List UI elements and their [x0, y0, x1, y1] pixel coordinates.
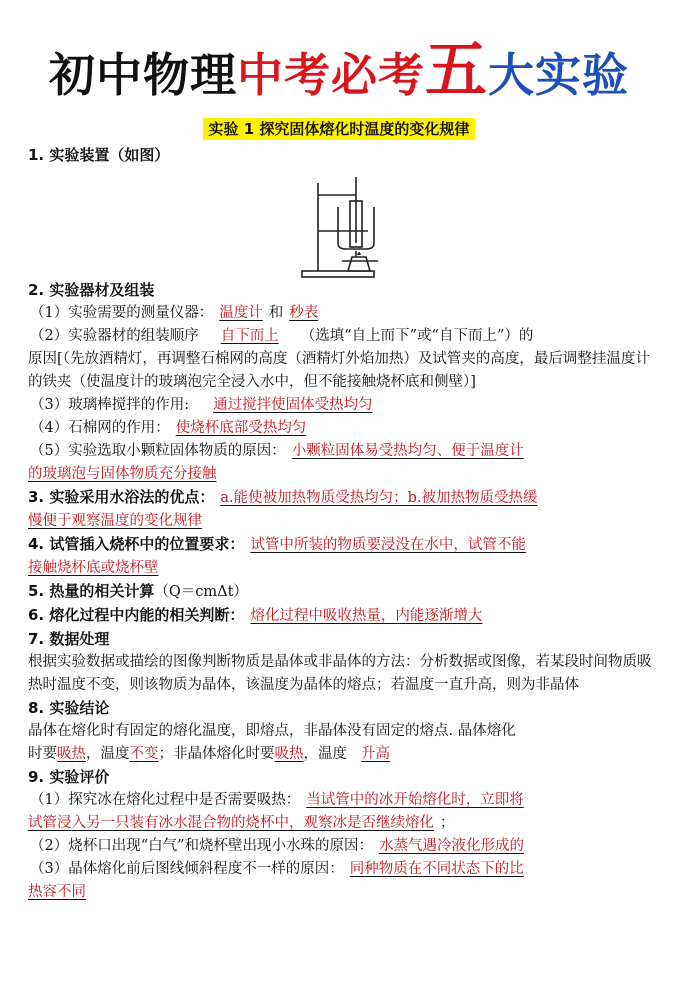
s2-q3: （3）玻璃棒搅拌的作用: 通过搅拌使固体受热均匀 [28, 394, 656, 417]
s9-q2: （2）烧杯口出现“白气”和烧杯壁出现小水珠的原因： 水蒸气遇冷液化形成的 [28, 835, 656, 858]
answer-small-particles-2: 的玻璃泡与固体物质充分接触 [28, 466, 217, 482]
answer-slope-2: 热容不同 [28, 884, 86, 900]
answer-slope-1: 同种物质在不同状态下的比 [349, 861, 524, 877]
answer-stirring: 通过搅拌使固体受热均匀 [213, 397, 373, 413]
section-8-heading: 8. 实验结论 [28, 699, 110, 717]
section-2-heading: 2. 实验器材及组装 [28, 281, 155, 299]
s2-q1: （1）实验需要的测量仪器： 温度计 和 秒表 [28, 302, 656, 325]
page-title [0, 33, 678, 106]
title-part-4: 大实验 [488, 48, 629, 102]
section-9-heading: 9. 实验评价 [28, 768, 110, 786]
answer-thermometer: 温度计 [219, 305, 263, 321]
answer-gauze: 使烧杯底部受热均匀 [175, 420, 307, 436]
section-8-body: 晶体在熔化时有固定的熔化温度，即熔点，非晶体没有固定的熔点. 晶体熔化 [28, 723, 516, 739]
section-3 [28, 486, 656, 510]
s2-q2: （2）实验器材的组装顺序 自下而上 （选填“自上而下”或“自下而上”）的 [30, 328, 534, 344]
answer-tube-position-1: 试管中所装的物质要浸没在水中，试管不能 [250, 537, 526, 553]
s9-q3-cont [28, 881, 656, 904]
section-4-cont [28, 557, 656, 580]
section-6-heading: 6. 熔化过程中内能的相关判断： [28, 606, 245, 624]
s9-q1-cont: 试管浸入另一只装有冰水混合物的烧杯中，观察冰是否继续熔化 ； [28, 815, 455, 831]
apparatus-figure [28, 167, 656, 279]
section-3-cont [28, 510, 656, 533]
s9-q1: （1）探究冰在熔化过程中是否需要吸热： 当试管中的冰开始熔化时，立即将 [28, 789, 656, 812]
title-part-3: 五 [424, 33, 488, 106]
section-6 [28, 604, 656, 628]
document-body [28, 144, 656, 904]
section-4-heading: 4. 试管插入烧杯中的位置要求： [28, 535, 245, 553]
experiment-subtitle: 实验 1 探究固体熔化时温度的变化规律 [203, 118, 476, 140]
section-8-blanks: 时要吸热，温度不变；非晶体熔化时要吸热，温度 升高 [28, 743, 656, 766]
heat-formula: （Q＝cmΔt） [154, 584, 248, 600]
section-7-body: 根据实验数据或描绘的图像判断物质是晶体或非晶体的方法：分析数据或图像，若某段时间物质吸热时温度不变，则该物质为晶体，该温度为晶体的熔点；若温度一直升高，则为非晶体 [28, 654, 652, 693]
answer-water-bath-1: a.能使被加热物质受热均匀；b.被加热物质受热缓 [220, 490, 538, 506]
title-part-1: 初中物理 [48, 48, 237, 102]
apparatus-diagram [298, 173, 398, 281]
answer-noncrystal-absorb: 吸热 [274, 746, 304, 762]
section-1-heading: 1. 实验装置（如图） [28, 146, 170, 164]
s2-q5: （5）实验选取小颗粒固体物质的原因： 小颗粒固体易受热均匀、便于温度计 [28, 440, 656, 463]
answer-crystal-absorb: 吸热 [57, 746, 86, 762]
s2-q5-cont [28, 463, 656, 486]
answer-internal-energy: 熔化过程中吸收热量，内能逐渐增大 [250, 608, 483, 624]
answer-ice-melting-1: 当试管中的冰开始熔化时，立即将 [306, 792, 524, 808]
section-4 [28, 533, 656, 557]
flame-icon [357, 252, 361, 255]
answer-stopwatch: 秒表 [289, 305, 319, 321]
answer-noncrystal-temp: 升高 [361, 746, 390, 762]
answer-ice-melting-2: 试管浸入另一只装有冰水混合物的烧杯中，观察冰是否继续熔化 [28, 815, 434, 831]
s2-q4: （4）石棉网的作用： 使烧杯底部受热均匀 [28, 417, 656, 440]
answer-tube-position-2: 接触烧杯底或烧杯壁 [28, 560, 159, 576]
section-5 [28, 580, 656, 604]
answer-white-gas: 水蒸气遇冷液化形成的 [379, 838, 525, 854]
section-5-heading: 5. 热量的相关计算 [28, 582, 155, 600]
s9-q3: （3）晶体熔化前后图线倾斜程度不一样的原因： 同种物质在不同状态下的比 [28, 858, 656, 881]
answer-water-bath-2: 慢便于观察温度的变化规律 [28, 513, 202, 529]
answer-small-particles-1: 小颗粒固体易受热均匀、便于温度计 [291, 443, 524, 459]
section-3-heading: 3. 实验采用水浴法的优点： [28, 488, 215, 506]
title-part-2: 中考必考 [236, 48, 425, 102]
answer-crystal-temp: 不变 [129, 746, 159, 762]
s2-q2-reason: 原因[（先放酒精灯，再调整石棉网的高度（酒精灯外焰加热）及试管夹的高度，最后调整挂温度计的铁夹（使温度计的玻璃泡完全浸入水中，但不能接触烧杯底和侧壁）] [28, 351, 650, 390]
section-7-heading: 7. 数据处理 [28, 630, 110, 648]
answer-assembly-order: 自下而上 [220, 328, 279, 344]
